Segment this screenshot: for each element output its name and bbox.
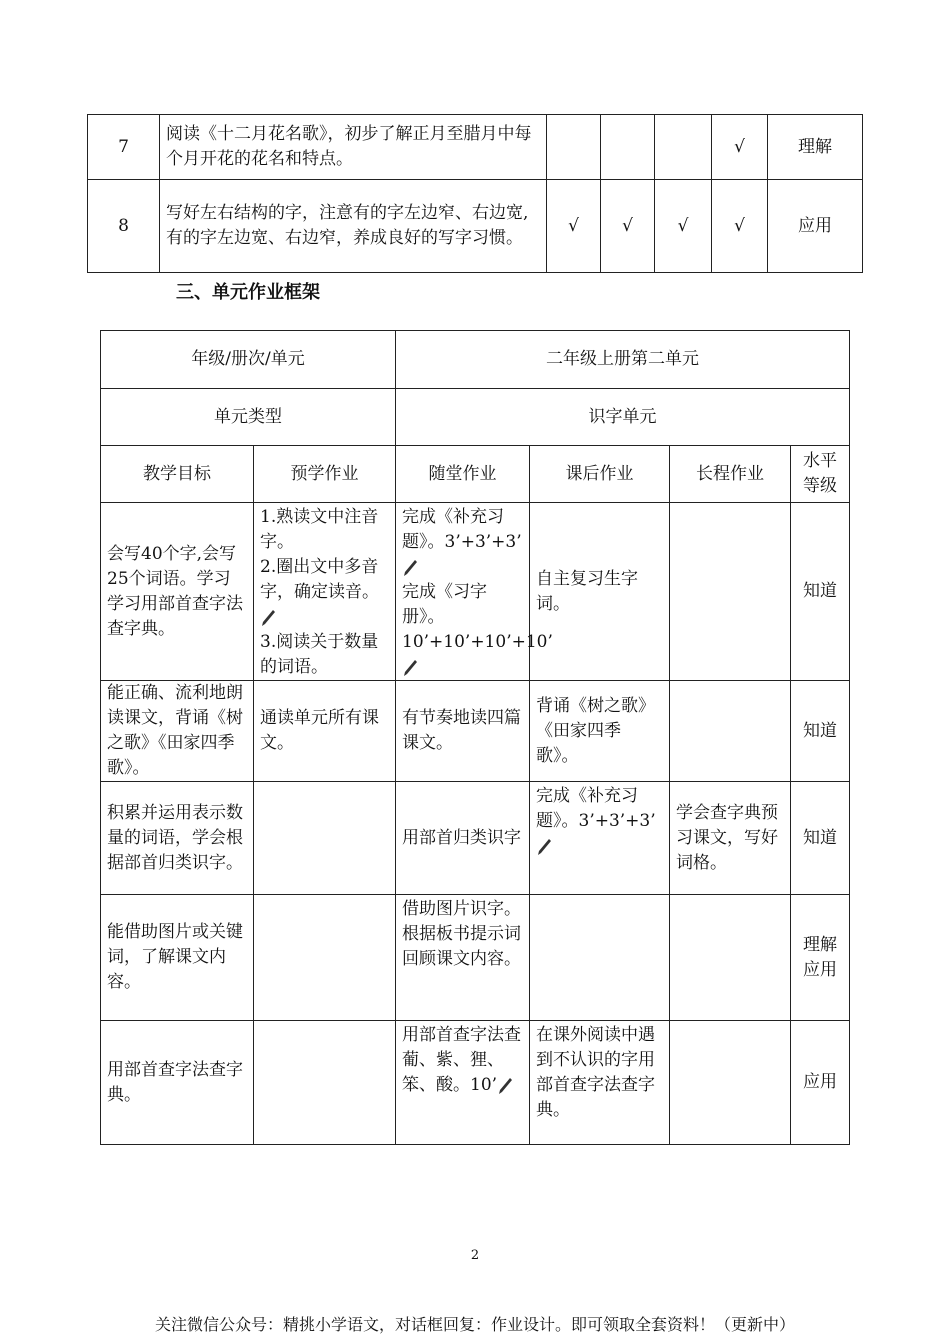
- pre-cell: [254, 782, 396, 895]
- long-cell: [670, 503, 791, 681]
- pen-icon: [260, 609, 276, 627]
- pre-cell: 通读单元所有课文。: [254, 681, 396, 782]
- table-row: [101, 331, 850, 389]
- pre-item: 3.阅读关于数量的词语。: [260, 632, 379, 677]
- after-cell: 在课外阅读中遇到不认识的字用部首查字法查字典。: [530, 1021, 670, 1145]
- long-cell: [670, 895, 791, 1021]
- check-cell: [547, 115, 601, 180]
- after-cell: 完成《补充习题》。3’+3’+3’: [530, 782, 670, 895]
- goal-cell: 积累并运用表示数量的词语，学会根据部首归类识字。: [101, 782, 254, 895]
- grade-label: 年级/册次/单元: [101, 331, 396, 389]
- class-cell: 用部首归类识字: [396, 782, 530, 895]
- pre-cell: [254, 1021, 396, 1145]
- check-cell: √: [547, 180, 601, 273]
- objective-text: 阅读《十二月花名歌》，初步了解正月至腊月中每个月开花的花名和特点。: [160, 115, 547, 180]
- framework-table: [100, 330, 850, 1145]
- check-cell: √: [712, 115, 768, 180]
- header-goal: 教学目标: [101, 446, 254, 503]
- table-row: [101, 1021, 850, 1145]
- check-cell: √: [712, 180, 768, 273]
- table-row: [101, 503, 850, 681]
- check-cell: √: [601, 180, 655, 273]
- footer-note: 关注微信公众号：精挑小学语文，对话框回复：作业设计。即可领取全套资料！（更新中）: [154, 1315, 795, 1334]
- pre-cell: [254, 895, 396, 1021]
- pen-icon: [402, 659, 418, 677]
- level-cell: 知道: [791, 503, 850, 681]
- level-cell: 理解应用: [791, 895, 850, 1021]
- long-cell: 学会查字典预习课文，写好词格。: [670, 782, 791, 895]
- class-cell: 有节奏地读四篇课文。: [396, 681, 530, 782]
- pen-icon: [402, 559, 418, 577]
- after-cell: 背诵《树之歌》《田家四季歌》。: [530, 681, 670, 782]
- class-item: 完成《习字册》。10’+10’+10’+10’: [402, 580, 523, 680]
- row-number: 7: [88, 115, 160, 180]
- class-cell: [396, 503, 553, 681]
- pre-item: 2.圈出文中多音字，确定读音。: [260, 555, 389, 630]
- section-heading: 三、单元作业框架: [176, 282, 320, 303]
- class-item: 借助图片识字。: [402, 899, 521, 919]
- class-cell: [396, 895, 530, 1021]
- objective-text: 写好左右结构的字，注意有的字左边窄、右边宽,有的字左边宽、右边窄，养成良好的写字习惯。: [160, 180, 547, 273]
- table-row: [101, 782, 850, 895]
- check-cell: [601, 115, 655, 180]
- pen-icon: [536, 838, 552, 856]
- goal-cell: 能借助图片或关键词，了解课文内容。: [101, 895, 254, 1021]
- class-item: 根据板书提示词回顾课文内容。: [402, 924, 521, 969]
- table-row: [101, 895, 850, 1021]
- goal-cell: 会写40个字,会写25个词语。学习学习用部首查字法查字典。: [101, 503, 254, 681]
- grade-value: 二年级上册第二单元: [396, 331, 850, 389]
- class-item: 完成《补充习题》。3’+3’+3’: [402, 505, 523, 580]
- unit-type-label: 单元类型: [101, 389, 396, 446]
- level-cell: 理解: [768, 115, 863, 180]
- goal-cell: 能正确、流利地朗读课文，背诵《树之歌》《田家四季歌》。: [101, 681, 254, 782]
- level-cell: 应用: [791, 1021, 850, 1145]
- pre-cell: [254, 503, 396, 681]
- check-cell: [655, 115, 712, 180]
- class-cell: 用部首查字法查葡、紫、狸、笨、酸。10’: [396, 1021, 530, 1145]
- goal-cell: 用部首查字法查字典。: [101, 1021, 254, 1145]
- header-after: 课后作业: [530, 446, 670, 503]
- level-cell: 知道: [791, 782, 850, 895]
- after-cell: 自主复习生字词。: [530, 503, 670, 681]
- table-row: [101, 681, 850, 782]
- header-long: 长程作业: [670, 446, 791, 503]
- header-pre: 预学作业: [254, 446, 396, 503]
- page-number: 2: [470, 1248, 480, 1263]
- after-cell: [530, 895, 670, 1021]
- header-row: [101, 446, 850, 503]
- table-row: [101, 389, 850, 446]
- row-number: 8: [88, 180, 160, 273]
- unit-type-value: 识字单元: [396, 389, 850, 446]
- table-row: [88, 180, 863, 273]
- header-level: 水平等级: [791, 446, 850, 503]
- objectives-table: [87, 114, 863, 273]
- pre-item: 1.熟读文中注音字。: [260, 507, 379, 552]
- level-cell: 应用: [768, 180, 863, 273]
- long-cell: [670, 681, 791, 782]
- long-cell: [670, 1021, 791, 1145]
- check-cell: √: [655, 180, 712, 273]
- pen-icon: [497, 1077, 513, 1095]
- header-class: 随堂作业: [396, 446, 530, 503]
- table-row: [88, 115, 863, 180]
- level-cell: 知道: [791, 681, 850, 782]
